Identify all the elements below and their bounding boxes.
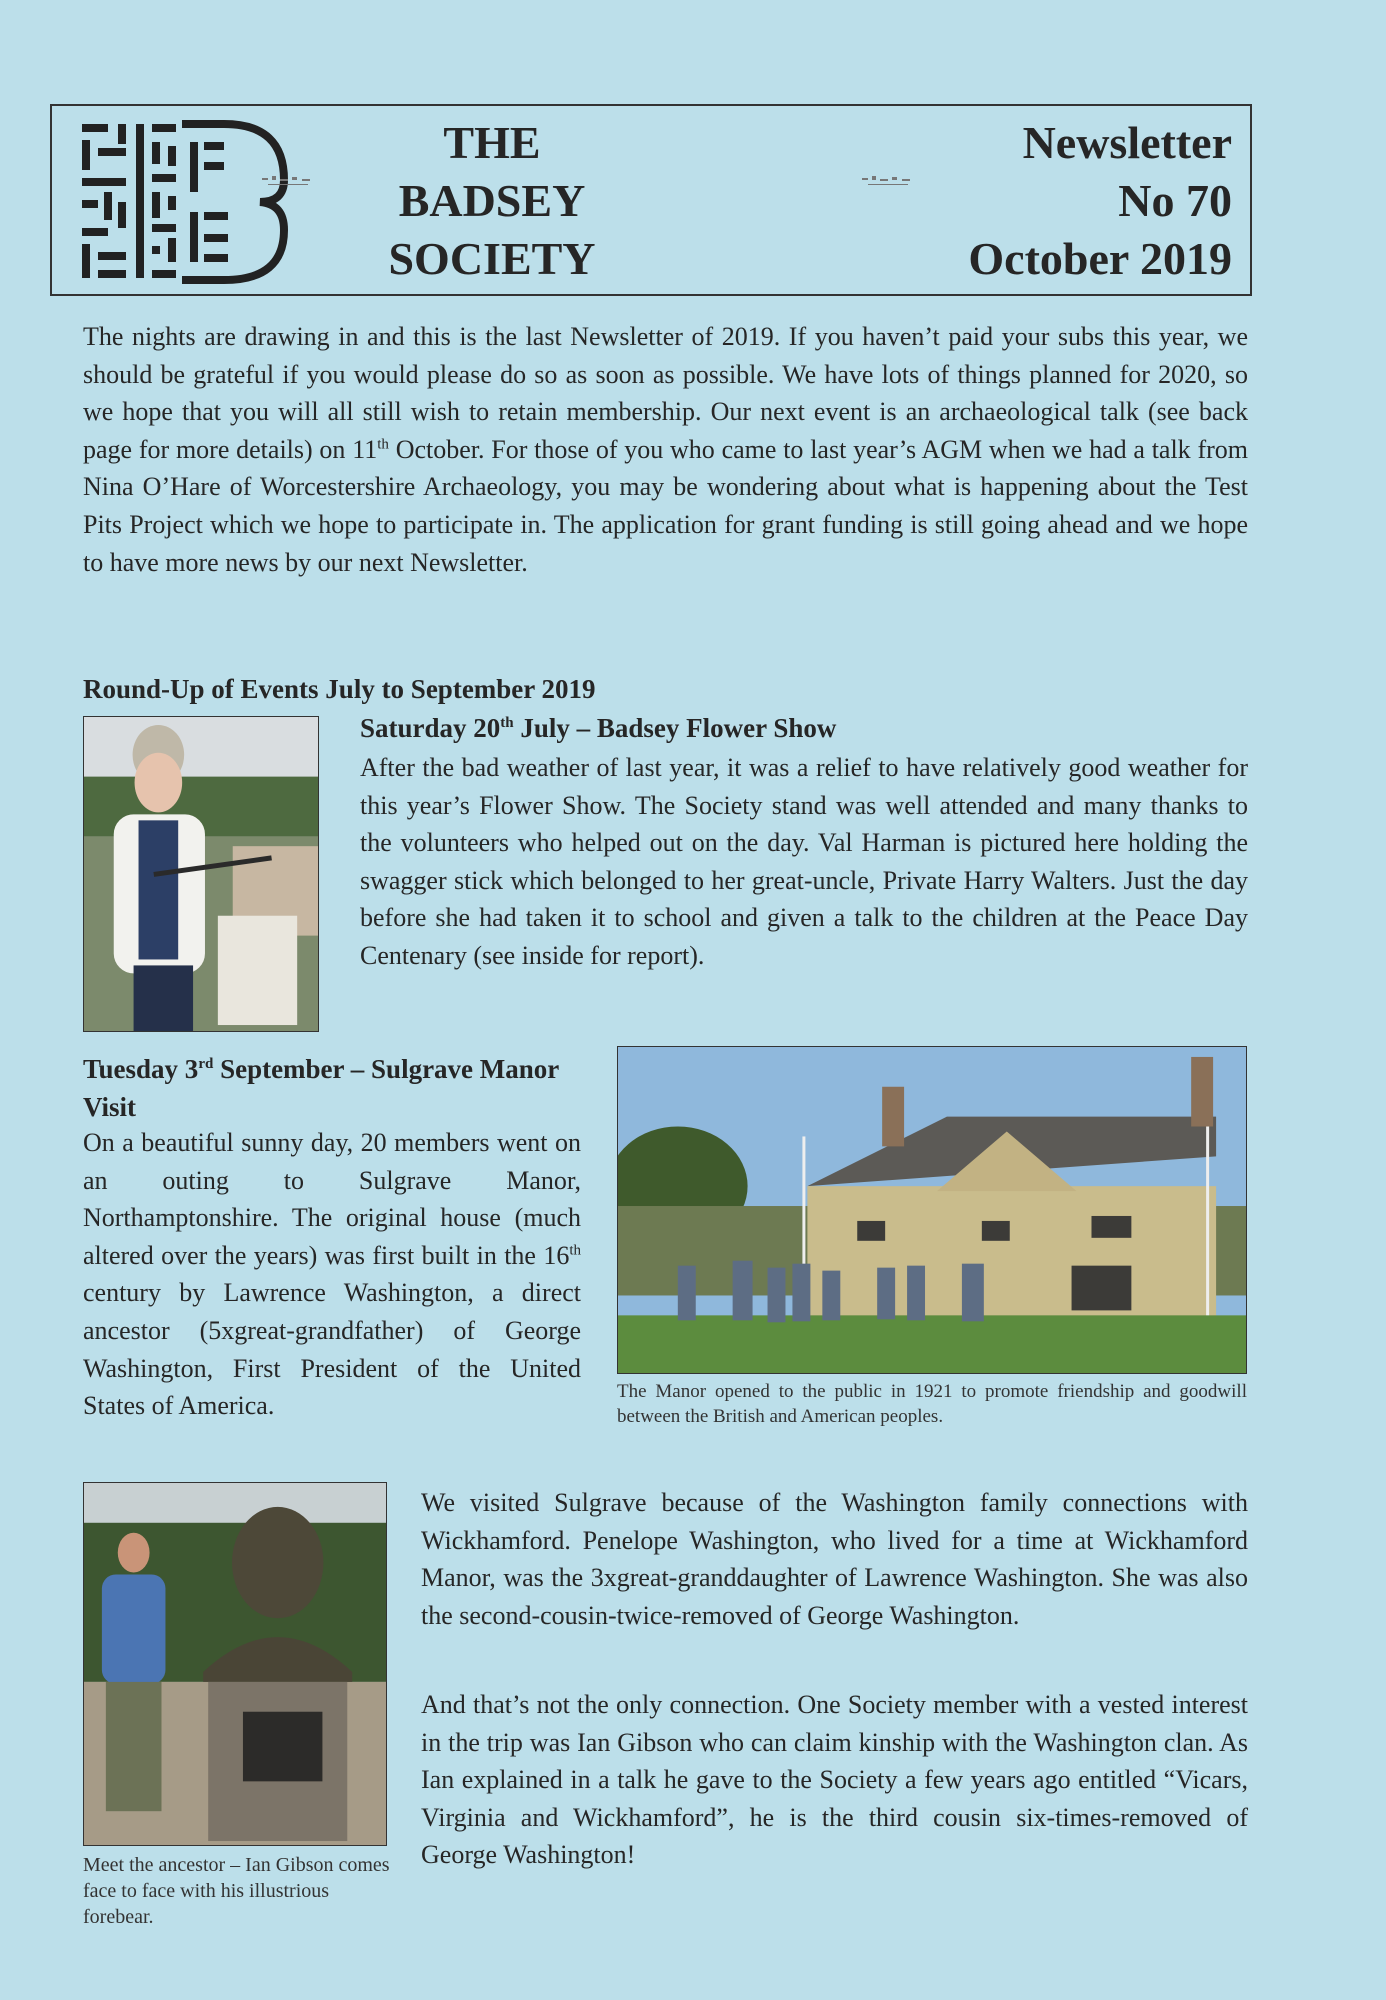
newsletter-title-line: No 70 <box>1118 175 1232 226</box>
flower-show-heading-suffix: th <box>500 715 514 731</box>
roundup-heading: Round-Up of Events July to September 2019 <box>83 674 596 704</box>
washington-bust-photo <box>83 1482 387 1846</box>
washington-paragraph-2: And that’s not the only connection. One Society member with a vested interest in the trip was Ian Gibson who can claim kinship with the Washington clan. As Ian explained in a talk he gave to the Society a few years ago entitled “Vicars, Virginia and Wickhamford”, he is the third cousin six-times-removed of George Washington! <box>421 1690 1248 1870</box>
newsletter-title-line: Newsletter <box>1022 117 1232 168</box>
intro-date-number: 11 <box>352 434 378 464</box>
flower-show-photo <box>83 716 319 1032</box>
sulgrave-text-suffix: th <box>569 1242 581 1259</box>
society-title-line: SOCIETY <box>388 233 596 284</box>
intro-date-suffix: th <box>377 436 389 453</box>
ornament-left <box>260 170 320 190</box>
society-title <box>322 114 662 288</box>
manor-house-image <box>618 1047 1246 1373</box>
sulgrave-manor-photo <box>617 1046 1247 1374</box>
flower-show-heading-pre: Saturday 20 <box>360 713 501 743</box>
sulgrave-heading-suffix: rd <box>198 1056 214 1072</box>
society-title-line: BADSEY <box>398 175 586 226</box>
intro-text: The nights are drawing in and this is the last Newsletter of 2019. If you haven’t paid your subs this year, we should be grateful if you would please do so as soon as possible. We have lots of things planned for 2020, so we hope that you will all still wish to retain membership. Our next event is an archaeological talk (see back page for more details) on <box>83 322 1248 464</box>
sulgrave-heading <box>83 1050 603 1126</box>
newsletter-title-line: October 2019 <box>968 233 1232 284</box>
sulgrave-heading-post: September – Sulgrave Manor Visit <box>83 1054 559 1122</box>
intro-paragraph <box>83 318 1248 581</box>
flower-show-text: After the bad weather of last year, it was a relief to have relatively good weather for this year’s Flower Show. The Society stand was well attended and many thanks to the volunteers who helped out on the day. Val Harman is pictured here holding the swagger stick which belonged to her great-uncle, Private Harry Walters. Just the day before she had taken it to school and given a talk to the children at the Peace Day Centenary (see inside for report). <box>360 753 1248 970</box>
masthead <box>50 104 1252 296</box>
sulgrave-text-pre: On a beautiful sunny day, 20 members went on an outing to Sulgrave Manor, Northamptonshire. The original house (much altered over the years) was first built in the 16 <box>83 1128 581 1270</box>
newsletter-title <box>812 114 1232 288</box>
society-title-line: THE <box>443 117 541 168</box>
intro-text-continued: October. For those of you who came to last year’s AGM when we had a talk from Nina O’Hare of Worcestershire Archaeology, you may be wondering about what is happening about the Test Pits Project which we hope to participate in. The application for grant funding is still going ahead and we hope to have more news by our next Newsletter. <box>83 434 1248 577</box>
flower-show-heading <box>360 710 836 746</box>
bust-photo-caption: Meet the ancestor – Ian Gibson comes face to face with his illustrious forebear. <box>83 1854 390 1928</box>
manor-photo-caption: The Manor opened to the public in 1921 to promote friendship and goodwill between the British and American peoples. <box>617 1381 1247 1427</box>
sulgrave-text <box>83 1124 581 1425</box>
sulgrave-text-post: century by Lawrence Washington, a direct ancestor (5xgreat-grandfather) of George Washington, First President of the United States of America. <box>83 1278 581 1421</box>
washington-paragraph-1: We visited Sulgrave because of the Washington family connections with Wickhamford. Penelope Washington, who lived for a time at Wickhamford Manor, was the 3xgreat-granddaughter of Lawrence Washington. She was also the second-cousin-twice-removed of George Washington. <box>421 1488 1248 1630</box>
val-harman-image <box>84 717 318 1031</box>
flower-show-heading-post: July – Badsey Flower Show <box>513 713 837 743</box>
ian-gibson-bust-image <box>84 1483 386 1845</box>
badsey-logo <box>74 118 294 286</box>
sulgrave-heading-pre: Tuesday 3 <box>83 1054 199 1084</box>
